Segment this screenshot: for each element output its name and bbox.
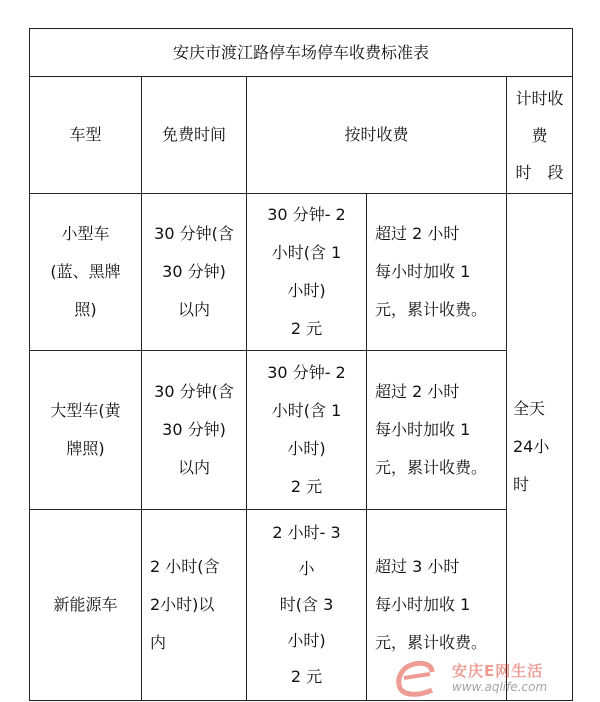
row1-fee-range [247, 194, 366, 350]
row3-fee-extra-text: 超过 3 小时 每小时加收 1 元，累计收费。 [375, 557, 488, 652]
column-divider-3 [366, 193, 367, 701]
header-free-time [142, 77, 246, 193]
watermark-logo [392, 658, 592, 698]
row1-fee-range-text: 30 分钟- 2 小时(含 1 小时) 2 元 [267, 205, 346, 338]
header-billing-period [507, 77, 572, 193]
row1-fee-extra [375, 194, 506, 350]
table-title-text: 安庆市渡江路停车场停车收费标准表 [172, 42, 429, 62]
row3-free-time [150, 510, 246, 700]
row1-fee-extra-text: 超过 2 小时 每小时加收 1 元，累计收费。 [375, 224, 488, 319]
row3-free-time-text: 2 小时(含 2小时)以 内 [150, 557, 220, 652]
row2-free-time-text: 30 分钟(含 30 分钟) 以内 [154, 382, 234, 477]
row3-fee-range-text: 2 小时- 3 小 时(含 3 小时) 2 元 [272, 523, 341, 686]
row2-free-time [142, 351, 246, 509]
row3-vehicle [30, 510, 141, 700]
header-billing-period-text: 计时收 费 时 段 [515, 88, 564, 182]
table-title [30, 29, 572, 76]
row2-vehicle [30, 351, 141, 509]
header-vehicle-type [30, 77, 141, 193]
watermark-url: www.aqlife.com [452, 680, 548, 694]
header-hourly-fee [247, 77, 506, 193]
row2-fee-range-text: 30 分钟- 2 小时(含 1 小时) 2 元 [267, 363, 346, 496]
watermark-site-name: 安庆E网生活 [452, 662, 544, 680]
row2-vehicle-text: 大型车(黄 牌照) [50, 401, 121, 458]
row3-fee-range [247, 510, 366, 700]
header-free-time-text: 免费时间 [161, 125, 226, 144]
row1-free-time-text: 30 分钟(含 30 分钟) 以内 [154, 224, 234, 319]
billing-period-text: 全天 24小 时 [513, 399, 550, 494]
row1-free-time [142, 194, 246, 350]
row2-fee-range [247, 351, 366, 509]
billing-period-cell [513, 194, 571, 700]
header-hourly-fee-text: 按时收费 [344, 125, 409, 144]
row1-vehicle [30, 194, 141, 350]
table-border-bottom [29, 700, 573, 701]
row2-fee-extra-text: 超过 2 小时 每小时加收 1 元，累计收费。 [375, 382, 488, 477]
e-logo-icon [392, 658, 446, 698]
row3-vehicle-text: 新能源车 [53, 595, 118, 614]
header-vehicle-type-text: 车型 [69, 125, 102, 144]
row2-fee-extra [375, 351, 506, 509]
table-border-right [572, 28, 573, 701]
row1-vehicle-text: 小型车 (蓝、黑牌 照) [50, 224, 121, 319]
